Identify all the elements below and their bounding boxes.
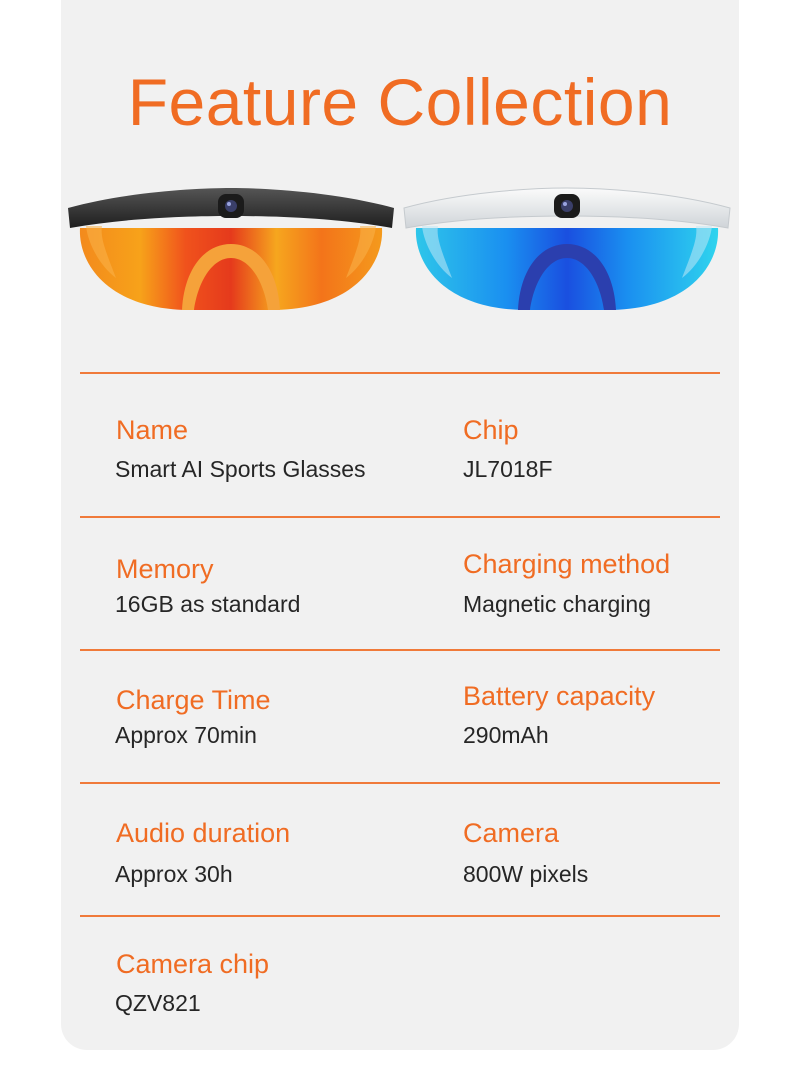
spec-label-charging-method: Charging method (463, 549, 671, 579)
divider (80, 516, 720, 518)
spec-label-name: Name (116, 415, 189, 445)
spec-label-memory: Memory (116, 554, 214, 584)
spec-label-chip: Chip (463, 415, 519, 445)
divider (80, 372, 720, 374)
spec-value-name: Smart AI Sports Glasses (115, 456, 366, 482)
spec-label-camera-chip: Camera chip (116, 949, 270, 979)
spec-value-camera: 800W pixels (463, 861, 589, 887)
spec-value-charging-method: Magnetic charging (463, 591, 651, 617)
spec-value-memory: 16GB as standard (115, 591, 301, 617)
spec-label-audio-duration: Audio duration (116, 818, 291, 848)
spec-label-camera: Camera (463, 818, 560, 848)
spec-label-battery: Battery capacity (463, 681, 656, 711)
spec-value-battery: 290mAh (463, 722, 549, 748)
spec-label-charge-time: Charge Time (116, 685, 271, 715)
page-title: Feature Collection (127, 65, 673, 139)
spec-value-chip: JL7018F (463, 456, 553, 482)
divider (80, 782, 720, 784)
spec-value-camera-chip: QZV821 (115, 990, 201, 1016)
divider (80, 915, 720, 917)
blue-lens-glasses-icon (402, 182, 732, 322)
divider (80, 649, 720, 651)
spec-value-charge-time: Approx 70min (115, 722, 257, 748)
feature-card (61, 0, 739, 1050)
orange-lens-glasses-icon (66, 182, 396, 322)
spec-value-audio-duration: Approx 30h (115, 861, 233, 887)
